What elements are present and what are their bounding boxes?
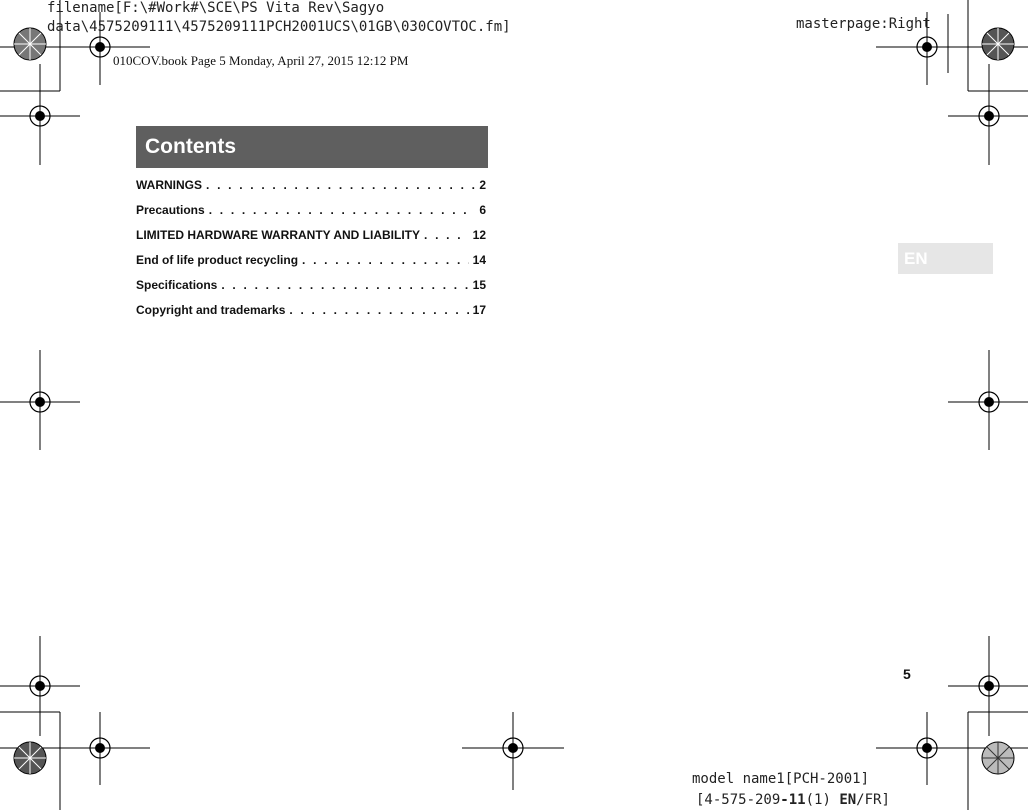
toc-leader-dots — [289, 303, 468, 317]
toc-entry-title: WARNINGS — [136, 178, 202, 192]
toc-entry[interactable] — [136, 178, 486, 203]
toc-leader-dots — [302, 253, 469, 267]
toc-entry-title: End of life product recycling — [136, 253, 299, 267]
toc-leader-dots — [221, 278, 468, 292]
toc-entry[interactable] — [136, 303, 486, 328]
contents-heading: Contents — [136, 126, 488, 168]
toc-entry-page: 17 — [472, 303, 486, 317]
toc-entry-title: LIMITED HARDWARE WARRANTY AND LIABILITY — [136, 228, 420, 242]
toc-entry-page: 14 — [472, 253, 486, 267]
language-tab: EN — [898, 243, 993, 274]
toc-entry-page: 15 — [472, 278, 486, 292]
table-of-contents — [136, 178, 486, 328]
part-suffix: /FR] — [856, 792, 890, 808]
toc-entry-page: 2 — [479, 178, 486, 192]
toc-entry[interactable] — [136, 203, 486, 228]
toc-entry[interactable] — [136, 228, 486, 253]
toc-entry[interactable] — [136, 278, 486, 303]
book-info: 010COV.book Page 5 Monday, April 27, 2015 12:12 PM — [113, 53, 409, 68]
toc-entry-title: Precautions — [136, 203, 205, 217]
part-language: EN — [839, 792, 857, 808]
toc-entry[interactable] — [136, 253, 486, 278]
part-number — [696, 792, 890, 808]
toc-entry-title: Copyright and trademarks — [136, 303, 286, 317]
toc-entry-title: Specifications — [136, 278, 218, 292]
page-number: 5 — [903, 666, 911, 682]
part-revision: -11 — [780, 792, 806, 808]
toc-entry-page: 12 — [472, 228, 486, 242]
toc-leader-dots — [424, 228, 469, 242]
toc-leader-dots — [209, 203, 476, 217]
part-mid: (1) — [805, 792, 840, 808]
toc-leader-dots — [206, 178, 475, 192]
model-name: model name1[PCH-2001] — [692, 771, 870, 787]
masterpage-label: masterpage:Right — [796, 16, 931, 32]
part-prefix: [4-575-209 — [696, 792, 781, 808]
filename-line-1: filename[F:\#Work#\SCE\PS Vita Rev\Sagyo — [47, 0, 385, 16]
toc-entry-page: 6 — [479, 203, 486, 217]
filename-line-2: data\4575209111\4575209111PCH2001UCS\01GB\030COVTOC.fm] — [47, 19, 511, 35]
